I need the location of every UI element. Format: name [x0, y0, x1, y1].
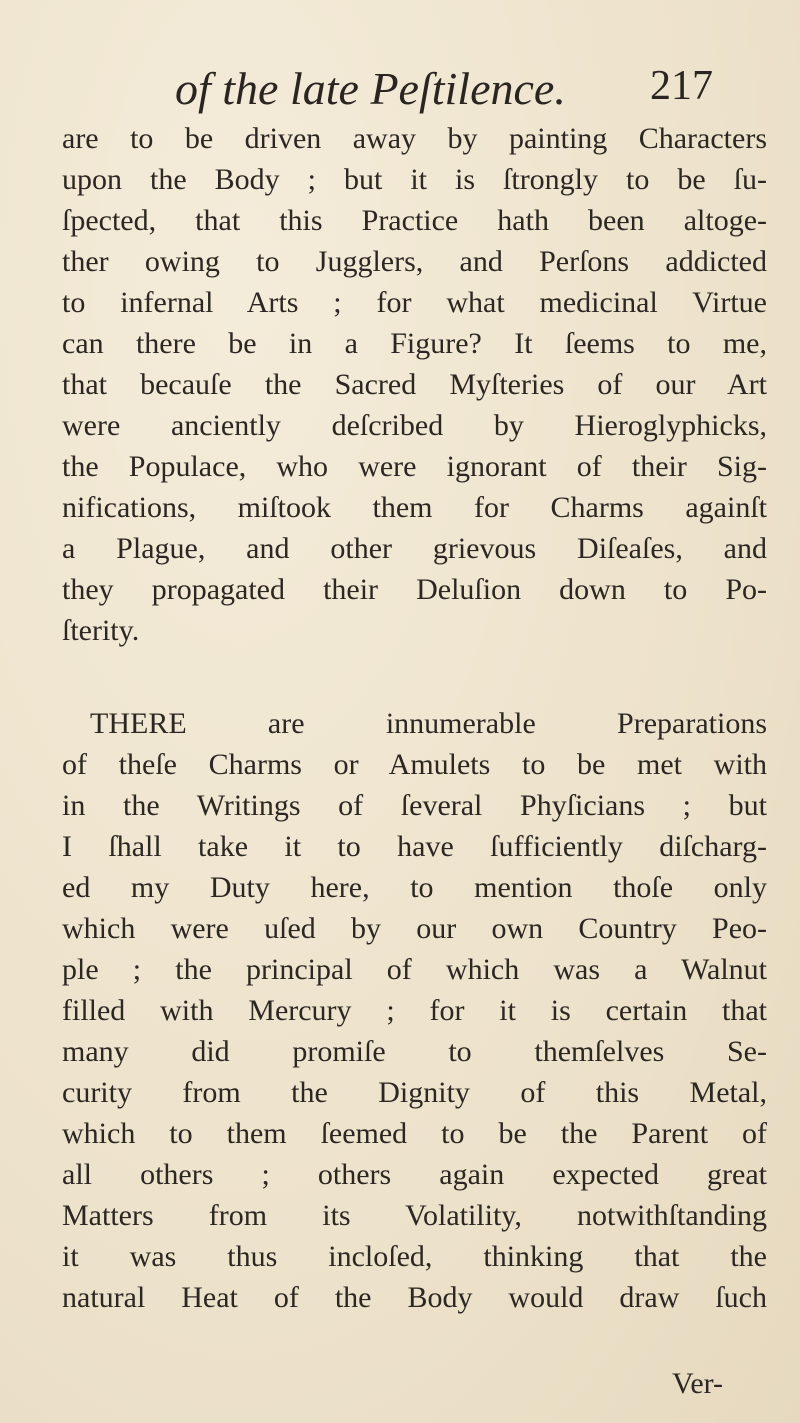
- paragraph-2: [62, 703, 767, 1318]
- paragraph-1: [62, 118, 767, 651]
- text-line: in the Writings of ſeveral Phyſicians ; but: [62, 789, 767, 822]
- text-line: were anciently deſcribed by Hieroglyphicks,: [62, 409, 767, 442]
- text-line: which were uſed by our own Country Peo-: [62, 912, 767, 945]
- text-line: of theſe Charms or Amulets to be met with: [62, 748, 767, 781]
- text-line: can there be in a Figure? It ſeems to me,: [62, 327, 767, 360]
- catchword: Ver-: [672, 1367, 724, 1400]
- text-line: ſpected, that this Practice hath been altoge-: [62, 204, 767, 237]
- page-header: [0, 62, 800, 122]
- page-number: 217: [650, 63, 713, 109]
- text-line: the Populace, who were ignorant of their Sig-: [62, 450, 767, 483]
- body-text: [62, 118, 767, 1318]
- text-line: nifications, miſtook them for Charms againſt: [62, 491, 767, 524]
- text-line: it was thus incloſed, thinking that the: [62, 1240, 767, 1273]
- running-title: of the late Peſtilence.: [175, 63, 566, 114]
- text-line: ed my Duty here, to mention thoſe only: [62, 871, 767, 904]
- text-line: a Plague, and other grievous Diſeaſes, and: [62, 532, 767, 565]
- text-line: that becauſe the Sacred Myſteries of our Art: [62, 368, 767, 401]
- text-line: I ſhall take it to have ſufficiently diſcharg-: [62, 830, 767, 863]
- text-line: ſterity.: [62, 614, 140, 647]
- paragraph-gap: [62, 651, 767, 703]
- text-line: they propagated their Deluſion down to Po-: [62, 573, 767, 606]
- text-line: filled with Mercury ; for it is certain that: [62, 994, 767, 1027]
- text-line: which to them ſeemed to be the Parent of: [62, 1117, 767, 1150]
- text-line: curity from the Dignity of this Metal,: [62, 1076, 767, 1109]
- text-line: ther owing to Jugglers, and Perſons addicted: [62, 245, 767, 278]
- text-line: all others ; others again expected great: [62, 1158, 767, 1191]
- text-line: are to be driven away by painting Characters: [62, 122, 767, 155]
- text-line: ple ; the principal of which was a Walnut: [62, 953, 767, 986]
- text-line: natural Heat of the Body would draw ſuch: [62, 1281, 767, 1314]
- text-line: many did promiſe to themſelves Se-: [62, 1035, 767, 1068]
- text-line: to infernal Arts ; for what medicinal Virtue: [62, 286, 767, 319]
- text-line: Matters from its Volatility, notwithſtanding: [62, 1199, 767, 1232]
- text-line: THERE are innumerable Preparations: [90, 707, 767, 740]
- text-line: upon the Body ; but it is ſtrongly to be ſu-: [62, 163, 767, 196]
